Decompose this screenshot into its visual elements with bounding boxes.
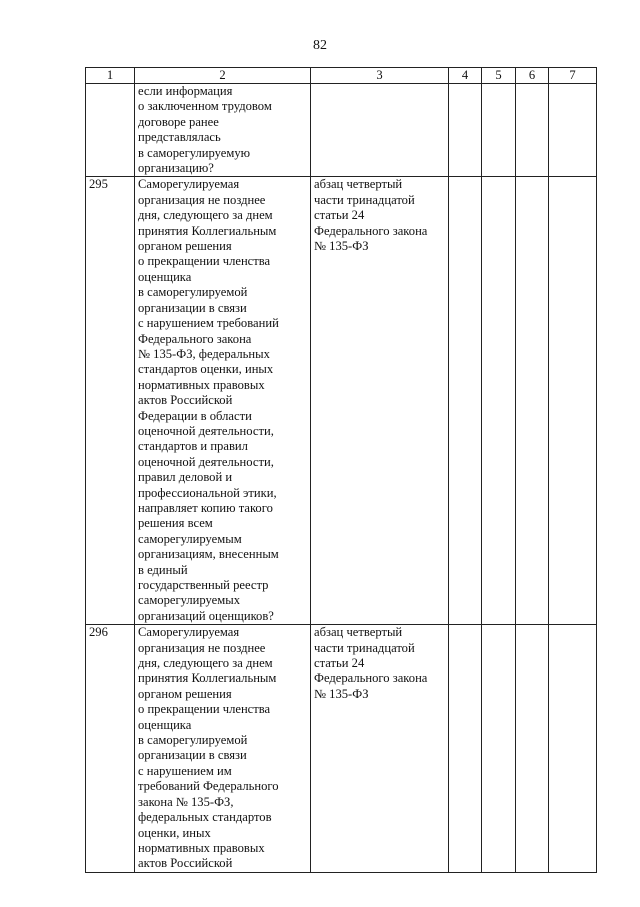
question-text-cell	[135, 84, 311, 177]
text-line: актов Российской	[138, 856, 233, 871]
answer-cell-7	[549, 177, 597, 625]
text-line: с нарушением требований	[138, 316, 279, 331]
text-line: в саморегулируемую	[138, 145, 251, 160]
row-number-cell: 295	[86, 177, 135, 625]
text-line: направляет копию такого	[138, 500, 273, 515]
text-line: организаций оценщиков?	[138, 608, 274, 623]
text-line: закона № 135-ФЗ,	[138, 794, 234, 809]
text-line: стандартов и правил	[138, 439, 248, 454]
ref-line: части тринадцатой	[314, 640, 415, 655]
text-line: саморегулируемым	[138, 531, 242, 546]
row-number-cell	[86, 84, 135, 177]
ref-line: № 135-ФЗ	[314, 686, 369, 701]
text-line: в саморегулируемой	[138, 733, 248, 748]
text-line: в единый	[138, 562, 188, 577]
text-line: профессиональной этики,	[138, 485, 277, 500]
header-col-5: 5	[482, 68, 516, 84]
text-line: решения всем	[138, 516, 213, 531]
text-line: Саморегулируемая	[138, 177, 240, 192]
checklist-table	[85, 67, 597, 873]
text-line: организация не позднее	[138, 192, 266, 207]
answer-cell-4	[449, 84, 482, 177]
header-col-6: 6	[516, 68, 549, 84]
table-row	[86, 177, 597, 625]
text-line: дня, следующего за днем	[138, 656, 273, 671]
answer-cell-5	[482, 625, 516, 873]
question-text-cell	[135, 177, 311, 625]
text-line: организации в связи	[138, 748, 247, 763]
row-number-cell: 296	[86, 625, 135, 873]
text-line: дня, следующего за днем	[138, 208, 273, 223]
text-line: саморегулируемых	[138, 593, 240, 608]
answer-cell-4	[449, 177, 482, 625]
ref-line: статьи 24	[314, 656, 365, 671]
answer-cell-4	[449, 625, 482, 873]
text-line: о прекращении членства	[138, 254, 271, 269]
text-line: принятия Коллегиальным	[138, 671, 277, 686]
text-line: Федерации в области	[138, 408, 252, 423]
legal-reference-cell	[311, 177, 449, 625]
answer-cell-5	[482, 84, 516, 177]
text-line: о заключенном трудовом	[138, 99, 272, 114]
text-line: организация не позднее	[138, 640, 266, 655]
text-line: оценки, иных	[138, 825, 211, 840]
answer-cell-6	[516, 177, 549, 625]
text-line: актов Российской	[138, 393, 233, 408]
text-line: органом решения	[138, 686, 232, 701]
text-line: нормативных правовых	[138, 840, 265, 855]
text-line: с нарушением им	[138, 763, 232, 778]
legal-reference-cell	[311, 625, 449, 873]
text-line: государственный реестр	[138, 578, 269, 592]
answer-cell-6	[516, 625, 549, 873]
text-line: если информация	[138, 84, 233, 98]
text-line: федеральных стандартов	[138, 810, 272, 825]
ref-line: абзац четвертый	[314, 177, 403, 192]
answer-cell-7	[549, 84, 597, 177]
text-line: о прекращении членства	[138, 702, 271, 717]
text-line: Федерального закона	[138, 331, 252, 346]
text-line: № 135-ФЗ, федеральных	[138, 346, 270, 361]
table-row	[86, 625, 597, 873]
text-line: требований Федерального	[138, 779, 279, 794]
text-line: представлялась	[138, 130, 221, 145]
answer-cell-7	[549, 625, 597, 873]
header-col-4: 4	[449, 68, 482, 84]
ref-line: абзац четвертый	[314, 625, 403, 640]
ref-line: Федерального закона	[314, 223, 428, 238]
text-line: оценочной деятельности,	[138, 423, 274, 438]
text-line: договоре ранее	[138, 114, 219, 129]
text-line: организации в связи	[138, 300, 247, 315]
text-line: органом решения	[138, 239, 232, 254]
text-line: организациям, внесенным	[138, 547, 279, 562]
text-line: в саморегулируемой	[138, 285, 248, 300]
header-col-7: 7	[549, 68, 597, 84]
header-col-1: 1	[86, 68, 135, 84]
text-line: нормативных правовых	[138, 377, 265, 392]
text-line: оценщика	[138, 269, 192, 284]
text-line: Саморегулируемая	[138, 625, 240, 640]
ref-line: № 135-ФЗ	[314, 239, 369, 254]
answer-cell-6	[516, 84, 549, 177]
header-row	[86, 68, 597, 84]
page-number: 82	[313, 38, 327, 53]
ref-line: статьи 24	[314, 208, 365, 223]
question-text-cell	[135, 625, 311, 873]
answer-cell-5	[482, 177, 516, 625]
header-col-2: 2	[135, 68, 311, 84]
text-line: оценщика	[138, 717, 192, 732]
ref-line: части тринадцатой	[314, 192, 415, 207]
text-line: принятия Коллегиальным	[138, 223, 277, 238]
text-line: организацию?	[138, 161, 214, 176]
text-line: стандартов оценки, иных	[138, 362, 274, 377]
text-line: правил деловой и	[138, 470, 233, 485]
ref-line: Федерального закона	[314, 671, 428, 686]
text-line: оценочной деятельности,	[138, 454, 274, 469]
table-row-continuation	[86, 84, 597, 177]
legal-reference-cell	[311, 84, 449, 177]
header-col-3: 3	[311, 68, 449, 84]
